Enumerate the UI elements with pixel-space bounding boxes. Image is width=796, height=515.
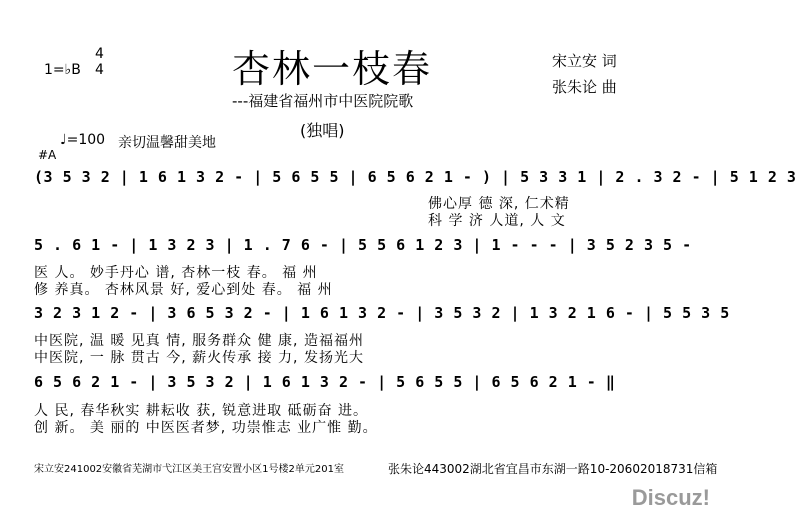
lyrics-verse-1: 医 人。 妙手丹心 谱, 杏林一枝 春。 福 州: [34, 265, 318, 281]
key-signature: 1=♭B: [44, 62, 81, 78]
lyricist-address: 宋立安241002安徽省芜湖市弋江区美王宫安置小区1号楼2单元201室: [34, 464, 344, 475]
lyrics-verse-2: 修 养真。 杏林风景 好, 爱心到处 春。 福 州: [34, 282, 333, 298]
watermark: Discuz!: [631, 485, 710, 510]
expression-marking: 亲切温馨甜美地: [118, 135, 216, 151]
notation-line: (3 5 3 2 | 1 6 1 3 2 - | 5 6 5 5 | 6 5 6 2 1 - ) | 5 3 3 1 | 2 . 3 2 - | 5 1 2 3: [34, 168, 796, 186]
lyrics-verse-2: 中医院, 一 脉 贯古 今, 薪火传承 接 力, 发扬光大: [34, 350, 364, 366]
song-subtitle: ---福建省福州市中医院院歌: [232, 92, 414, 110]
lyrics-verse-1: 中医院, 温 暖 见真 情, 服务群众 健 康, 造福福州: [34, 333, 364, 349]
notation-line: 5 . 6 1 - | 1 3 2 3 | 1 . 7 6 - | 5 5 6 1 2 3 | 1 - - - | 3 5 2 3 5 -: [34, 236, 692, 254]
staff-system-3: [34, 304, 730, 324]
staff-system-1: [34, 168, 796, 188]
tempo-marking: ♩=100: [60, 132, 106, 148]
composer-address: 张朱论443002湖北省宜昌市东湖一路10-20602018731信箱: [388, 462, 718, 476]
lyrics-verse-1: 佛心厚 德 深, 仁术精: [428, 196, 570, 212]
staff-system-2: [34, 236, 692, 256]
lyricist-credit: 宋立安 词: [552, 52, 617, 70]
notation-line: 3 2 3 1 2 - | 3 6 5 3 2 - | 1 6 1 3 2 - | 3 5 3 2 | 1 3 2 1 6 - | 5 5 3 5: [34, 304, 730, 322]
meter-bottom: 4: [95, 62, 104, 78]
lyrics-verse-2: 科 学 济 人道, 人 文: [428, 213, 566, 229]
lyrics-verse-2: 创 新。 美 丽的 中医医者梦, 功崇惟志 业广惟 勤。: [34, 420, 378, 436]
performance-note: (独唱): [300, 121, 345, 140]
song-title: 杏林一枝春: [232, 47, 433, 91]
meter-top: 4: [95, 46, 104, 62]
notation-line: 6 5 6 2 1 - | 3 5 3 2 | 1 6 1 3 2 - | 5 6 5 5 | 6 5 6 2 1 - ‖: [34, 373, 616, 391]
time-signature: [95, 46, 104, 78]
lyrics-verse-1: 人 民, 春华秋实 耕耘收 获, 锐意进取 砥砺奋 进。: [34, 403, 369, 419]
rehearsal-mark: #A: [38, 148, 57, 162]
staff-system-4: [34, 373, 684, 393]
composer-credit: 张朱论 曲: [552, 78, 617, 96]
